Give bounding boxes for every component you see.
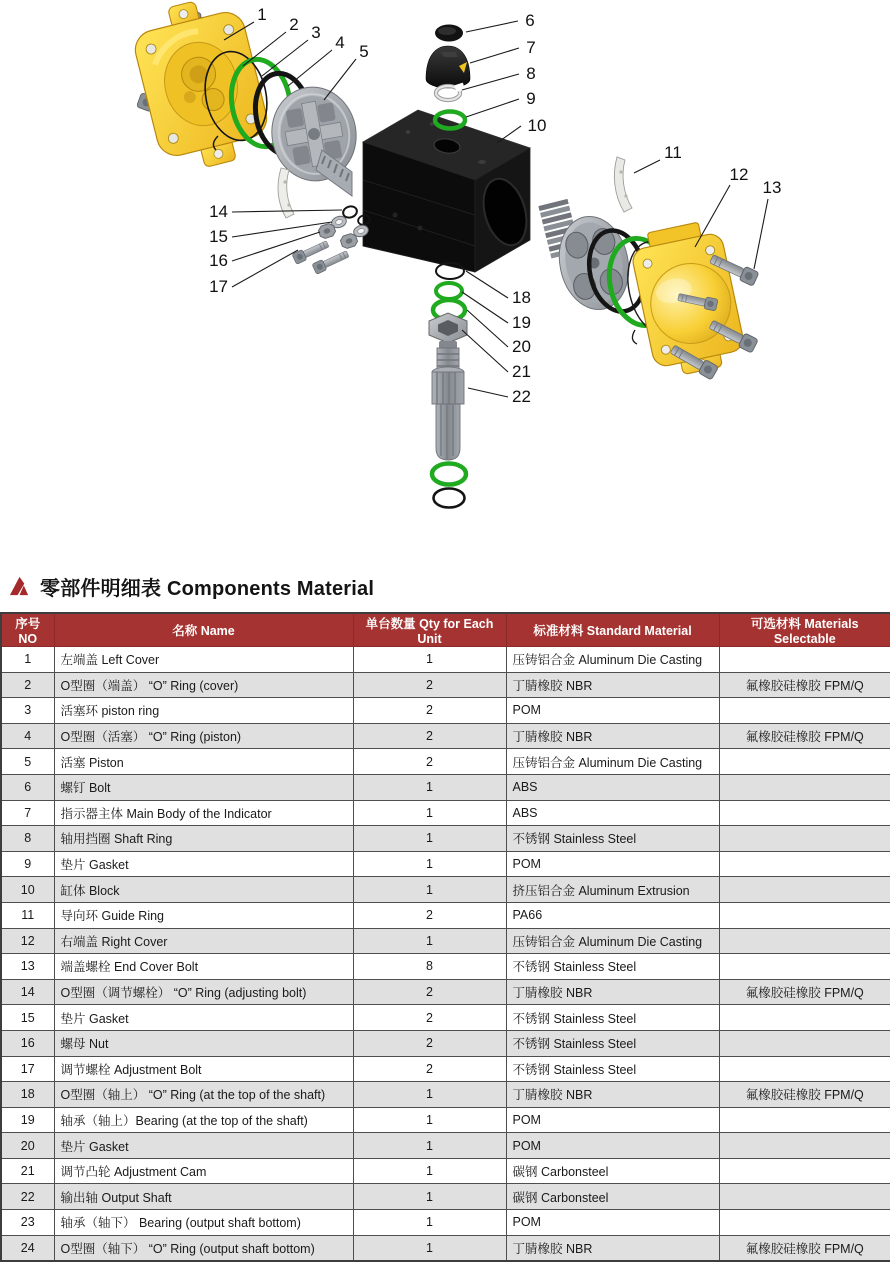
leader-line [466,21,518,32]
cell-standard: ABS [506,774,719,800]
cell-no: 18 [1,1082,54,1108]
cell-selectable [719,1210,890,1236]
leader-line [466,99,519,117]
cell-name: O型圈（轴上） “O” Ring (at the top of the shaft) [54,1082,353,1108]
part-number-label: 1 [257,5,267,24]
cell-qty: 2 [353,1030,506,1056]
cell-selectable [719,1158,890,1184]
cell-name: 螺母 Nut [54,1030,353,1056]
table-row [1,749,890,775]
part-number-label: 14 [209,202,228,221]
cell-standard: 不锈钢 Stainless Steel [506,1056,719,1082]
indicator-body [426,46,470,88]
table-row [1,877,890,903]
cell-standard: ABS [506,800,719,826]
cell-no: 13 [1,954,54,980]
cell-standard: 压铸铝合金 Aluminum Die Casting [506,749,719,775]
cell-standard: 压铸铝合金 Aluminum Die Casting [506,928,719,954]
table-row [1,1133,890,1159]
cell-no: 19 [1,1107,54,1133]
cell-name: 活塞环 piston ring [54,698,353,724]
cell-no: 5 [1,749,54,775]
part-number-label: 6 [525,11,535,30]
guide-ring-hole [619,170,622,173]
table-row [1,672,890,698]
cell-selectable [719,826,890,852]
cell-name: O型圈（调节螺栓） “O” Ring (adjusting bolt) [54,979,353,1005]
cell-name: 活塞 Piston [54,749,353,775]
cell-standard: 丁腈橡胶 NBR [506,1235,719,1261]
table-row [1,1107,890,1133]
table-row [1,954,890,980]
cell-no: 16 [1,1030,54,1056]
cell-no: 6 [1,774,54,800]
cell-name: 指示器主体 Main Body of the Indicator [54,800,353,826]
cell-selectable [719,902,890,928]
components-table [0,612,890,1262]
cell-selectable [719,1184,890,1210]
header-no: 序号 NO [1,613,54,647]
part-number-label: 8 [526,64,536,83]
cell-standard: 碳钢 Carbonsteel [506,1158,719,1184]
shaft-bottom-bearing [432,464,466,485]
cell-qty: 1 [353,1158,506,1184]
cell-name: 轴承（轴上）Bearing (at the top of the shaft) [54,1107,353,1133]
leader-line [288,50,332,86]
cell-qty: 2 [353,902,506,928]
cell-standard: 不锈钢 Stainless Steel [506,1005,719,1031]
cell-qty: 2 [353,1005,506,1031]
leader-line [462,330,508,372]
cell-standard: 丁腈橡胶 NBR [506,723,719,749]
cell-selectable [719,800,890,826]
cell-no: 15 [1,1005,54,1031]
cell-qty: 2 [353,723,506,749]
cell-name: 轴承（轴下） Bearing (output shaft bottom) [54,1210,353,1236]
cell-selectable: 氟橡胶硅橡胶 FPM/Q [719,1235,890,1261]
leader-line [497,126,521,143]
part-number-label: 20 [512,337,531,356]
table-row [1,1005,890,1031]
guide-ring-hole [283,180,286,183]
cell-qty: 1 [353,826,506,852]
cell-standard: 不锈钢 Stainless Steel [506,1030,719,1056]
section-title-row [0,560,890,612]
cell-selectable [719,749,890,775]
cell-name: 调节螺栓 Adjustment Bolt [54,1056,353,1082]
section-title: 零部件明细表 Components Material [40,577,375,600]
cell-standard: 丁腈橡胶 NBR [506,672,719,698]
table-row [1,851,890,877]
cell-name: 垫片 Gasket [54,1005,353,1031]
cell-qty: 1 [353,774,506,800]
cell-selectable [719,954,890,980]
cell-standard: 碳钢 Carbonsteel [506,1184,719,1210]
cell-name: O型圈（轴下） “O” Ring (output shaft bottom) [54,1235,353,1261]
cell-name: 垫片 Gasket [54,1133,353,1159]
table-row [1,774,890,800]
components-table-body [1,647,890,1262]
part-number-label: 17 [209,277,228,296]
cell-no: 21 [1,1158,54,1184]
cell-name: O型圈（端盖） “O” Ring (cover) [54,672,353,698]
cell-qty: 1 [353,928,506,954]
cell-qty: 1 [353,1107,506,1133]
leader-line [462,74,519,90]
cell-qty: 1 [353,851,506,877]
cell-no: 2 [1,672,54,698]
cell-selectable [719,698,890,724]
cell-no: 20 [1,1133,54,1159]
cell-no: 22 [1,1184,54,1210]
cell-selectable [719,877,890,903]
shaft-bottom-oring [434,489,465,508]
table-row [1,1184,890,1210]
leader-line [754,199,768,269]
shaft-top-bearing [436,283,462,299]
part-number-label: 10 [527,116,547,135]
cell-standard: POM [506,1133,719,1159]
cell-qty: 1 [353,800,506,826]
cell-no: 24 [1,1235,54,1261]
table-header-row [1,613,890,647]
cell-selectable: 氟橡胶硅橡胶 FPM/Q [719,672,890,698]
left-cover [127,0,275,177]
leader-line [324,59,356,100]
cylinder-block [363,110,534,272]
leader-line [232,222,332,237]
table-row [1,928,890,954]
cell-no: 23 [1,1210,54,1236]
part-number-label: 5 [359,42,369,61]
table-row [1,1030,890,1056]
header-standard-material: 标准材料 Standard Material [506,613,719,647]
cell-qty: 1 [353,1210,506,1236]
cell-standard: POM [506,1107,719,1133]
cell-no: 11 [1,902,54,928]
cell-name: 右端盖 Right Cover [54,928,353,954]
guide-ring-hole [287,203,290,206]
cell-qty: 2 [353,749,506,775]
part-number-label: 11 [664,143,682,162]
cell-standard: 压铸铝合金 Aluminum Die Casting [506,647,719,673]
cell-no: 4 [1,723,54,749]
cell-selectable [719,1056,890,1082]
cell-no: 9 [1,851,54,877]
cell-standard: 挤压铝合金 Aluminum Extrusion [506,877,719,903]
cell-standard: 不锈钢 Stainless Steel [506,954,719,980]
cell-standard: 丁腈橡胶 NBR [506,1082,719,1108]
cell-name: 轴用挡圈 Shaft Ring [54,826,353,852]
cell-no: 17 [1,1056,54,1082]
adjustment-hardware [292,205,371,275]
table-row [1,979,890,1005]
part-number-label: 2 [289,15,299,34]
table-row [1,647,890,673]
cell-selectable: 氟橡胶硅橡胶 FPM/Q [719,723,890,749]
cell-no: 12 [1,928,54,954]
cell-selectable [719,928,890,954]
cell-name: 左端盖 Left Cover [54,647,353,673]
part-number-label: 3 [311,23,321,42]
output-shaft-assembly [429,263,467,508]
cell-no: 8 [1,826,54,852]
cell-selectable [719,851,890,877]
header-name: 名称 Name [54,613,353,647]
cell-qty: 1 [353,1133,506,1159]
cell-qty: 8 [353,954,506,980]
cell-qty: 2 [353,698,506,724]
brand-logo-icon [8,575,31,598]
header-qty: 单台数量 Qty for Each Unit [353,613,506,647]
cell-name: 端盖螺栓 End Cover Bolt [54,954,353,980]
leader-line [232,250,298,287]
part-number-label: 12 [729,165,749,184]
cell-selectable [719,1133,890,1159]
table-row [1,698,890,724]
cell-standard: 不锈钢 Stainless Steel [506,826,719,852]
part-number-label: 21 [512,362,531,381]
output-shaft [432,348,464,460]
cell-no: 14 [1,979,54,1005]
cell-selectable [719,1005,890,1031]
cell-qty: 2 [353,672,506,698]
part-number-label: 9 [526,89,536,108]
cell-no: 7 [1,800,54,826]
cell-standard: POM [506,1210,719,1236]
table-row [1,1210,890,1236]
table-row [1,1158,890,1184]
table-row [1,826,890,852]
cell-qty: 1 [353,1184,506,1210]
cell-selectable: 氟橡胶硅橡胶 FPM/Q [719,979,890,1005]
cell-name: 输出轴 Output Shaft [54,1184,353,1210]
cell-standard: POM [506,851,719,877]
part-number-label: 22 [512,387,531,406]
cell-no: 1 [1,647,54,673]
table-row [1,1082,890,1108]
table-row [1,1056,890,1082]
cell-selectable [719,774,890,800]
cell-standard: PA66 [506,902,719,928]
header-materials-selectable: 可选材料 Materials Selectable [719,613,890,647]
cell-selectable [719,647,890,673]
table-row [1,723,890,749]
leader-line [468,388,508,397]
part-number-label: 4 [335,33,345,52]
cell-selectable: 氟橡胶硅橡胶 FPM/Q [719,1082,890,1108]
cell-qty: 1 [353,1235,506,1261]
cell-no: 3 [1,698,54,724]
cell-name: 导向环 Guide Ring [54,902,353,928]
cell-name: 螺钉 Bolt [54,774,353,800]
cell-name: 缸体 Block [54,877,353,903]
leader-line [467,310,508,347]
cell-selectable [719,1030,890,1056]
cell-qty: 1 [353,647,506,673]
leader-line [634,160,660,173]
part-number-label: 7 [526,38,536,57]
cell-name: O型圈（活塞） “O” Ring (piston) [54,723,353,749]
cell-qty: 1 [353,1082,506,1108]
cell-qty: 2 [353,1056,506,1082]
exploded-view-diagram [0,0,890,560]
cell-selectable [719,1107,890,1133]
leader-line [470,48,519,63]
cell-standard: POM [506,698,719,724]
part-number-label: 16 [209,251,228,270]
guide-ring-hole [624,194,627,197]
cell-standard: 丁腈橡胶 NBR [506,979,719,1005]
cell-name: 垫片 Gasket [54,851,353,877]
cell-qty: 2 [353,979,506,1005]
table-row [1,1235,890,1261]
cell-no: 10 [1,877,54,903]
table-row [1,800,890,826]
leader-line [462,292,508,323]
indicator-cap [435,25,463,42]
part-number-label: 19 [512,313,531,332]
adjustment-cam [429,313,467,349]
leader-line [466,271,508,298]
part-number-label: 13 [762,178,782,197]
cell-qty: 1 [353,877,506,903]
table-row [1,902,890,928]
guide-ring-right [614,157,632,212]
part-number-label: 18 [512,288,531,307]
cell-name: 调节凸轮 Adjustment Cam [54,1158,353,1184]
part-number-label: 15 [209,227,228,246]
